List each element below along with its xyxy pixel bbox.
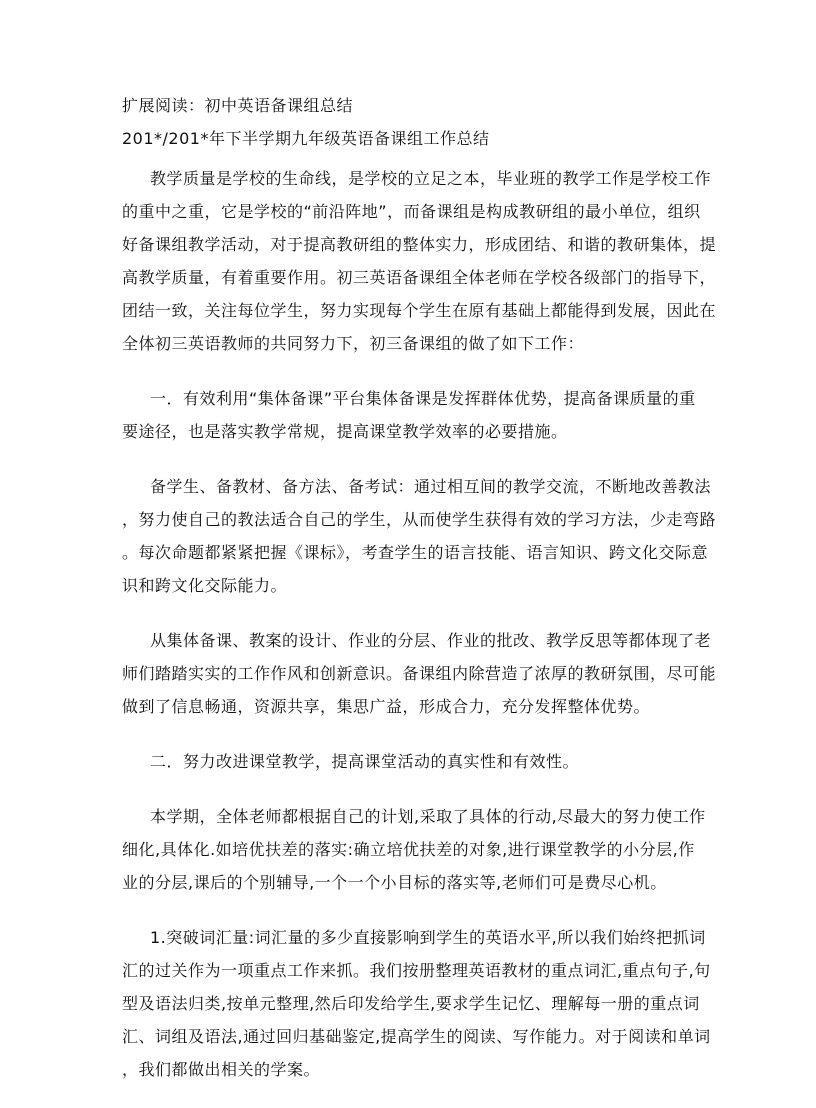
paragraph-line: ，我们都做出相关的学案。 [122, 1060, 321, 1079]
paragraph [122, 745, 702, 778]
paragraph-line: 从集体备课、教案的设计、作业的分层、作业的批改、教学反思等都体现了老 [150, 631, 712, 650]
paragraph-line: 做到了信息畅通，资源共享，集思广益，形成合力，充分发挥整体优势。 [122, 697, 651, 716]
paragraph-line: 教学质量是学校的生命线，是学校的立足之本，毕业班的教学工作是学校工作 [150, 169, 712, 188]
paragraph-line: 全体初三英语教师的共同努力下，初三备课组的做了如下工作： [122, 334, 585, 353]
document-title: 扩展阅读：初中英语备课组总结 [122, 96, 354, 115]
paragraph-line: 本学期，全体老师都根据自己的计划,采取了具体的行动,尽最大的努力使工作 [150, 807, 706, 826]
paragraph [122, 382, 702, 448]
paragraph [122, 624, 717, 723]
paragraph [122, 921, 711, 1086]
document-body [122, 96, 717, 1108]
paragraph-line: ，努力使自己的教法适合自己的学生，从而使学生获得有效的学习方法，少走弯路 [122, 510, 717, 529]
paragraph [122, 470, 717, 602]
paragraph-line: 汇的过关作为一项重点工作来抓。我们按册整理英语教材的重点词汇,重点句子,句 [122, 961, 711, 980]
paragraph-line: 高教学质量，有着重要作用。初三英语备课组全体老师在学校各级部门的指导下， [122, 268, 717, 287]
paragraph-line: 师们踏踏实实的工作作风和创新意识。备课组内除营造了浓厚的教研氛围，尽可能 [122, 664, 717, 683]
paragraph-line: 备学生、备教材、备方法、备考试：通过相互间的教学交流，不断地改善教法 [150, 477, 712, 496]
paragraph-line: 汇、词组及语法,通过回归基础鉴定,提高学生的阅读、写作能力。对于阅读和单词 [122, 1027, 711, 1046]
paragraph-line: 的重中之重，它是学校的“前沿阵地”，而备课组是构成教研组的最小单位，组织 [122, 202, 701, 221]
paragraph [122, 800, 706, 899]
paragraph [122, 162, 717, 360]
paragraph-line: 细化,具体化.如培优扶差的落实:确立培优扶差的对象,进行课堂教学的小分层,作 [122, 840, 695, 859]
paragraph-line: 识和跨文化交际能力。 [122, 576, 288, 595]
document-subtitle: 201*/201*年下半学期九年级英语备课组工作总结 [122, 129, 490, 148]
paragraph-line: 1.突破词汇量:词汇量的多少直接影响到学生的英语水平,所以我们始终把抓词 [150, 928, 706, 947]
paragraph-line: 团结一致，关注每位学生，努力实现每个学生在原有基础上都能得到发展，因此在 [122, 301, 717, 320]
paragraph-list [122, 162, 717, 1086]
paragraph-line: 。每次命题都紧紧把握《课标》，考查学生的语言技能、语言知识、跨文化交际意 [122, 543, 709, 562]
paragraph-line: 要途径，也是落实教学常规，提高课堂教学效率的必要措施。 [122, 422, 568, 441]
paragraph-line: 二．努力改进课堂教学，提高课堂活动的真实性和有效性。 [150, 752, 580, 771]
paragraph-line: 业的分层,课后的个别辅导,一个一个小目标的落实等,老师们可是费尽心机。 [122, 873, 667, 892]
paragraph-line: 一．有效利用“集体备课”平台集体备课是发挥群体优势，提高备课质量的重 [150, 389, 696, 408]
paragraph-line: 型及语法归类,按单元整理,然后印发给学生,要求学生记忆、理解每一册的重点词 [122, 994, 700, 1013]
paragraph-line: 好备课组教学活动，对于提高教研组的整体实力，形成团结、和谐的教研集体，提 [122, 235, 717, 254]
